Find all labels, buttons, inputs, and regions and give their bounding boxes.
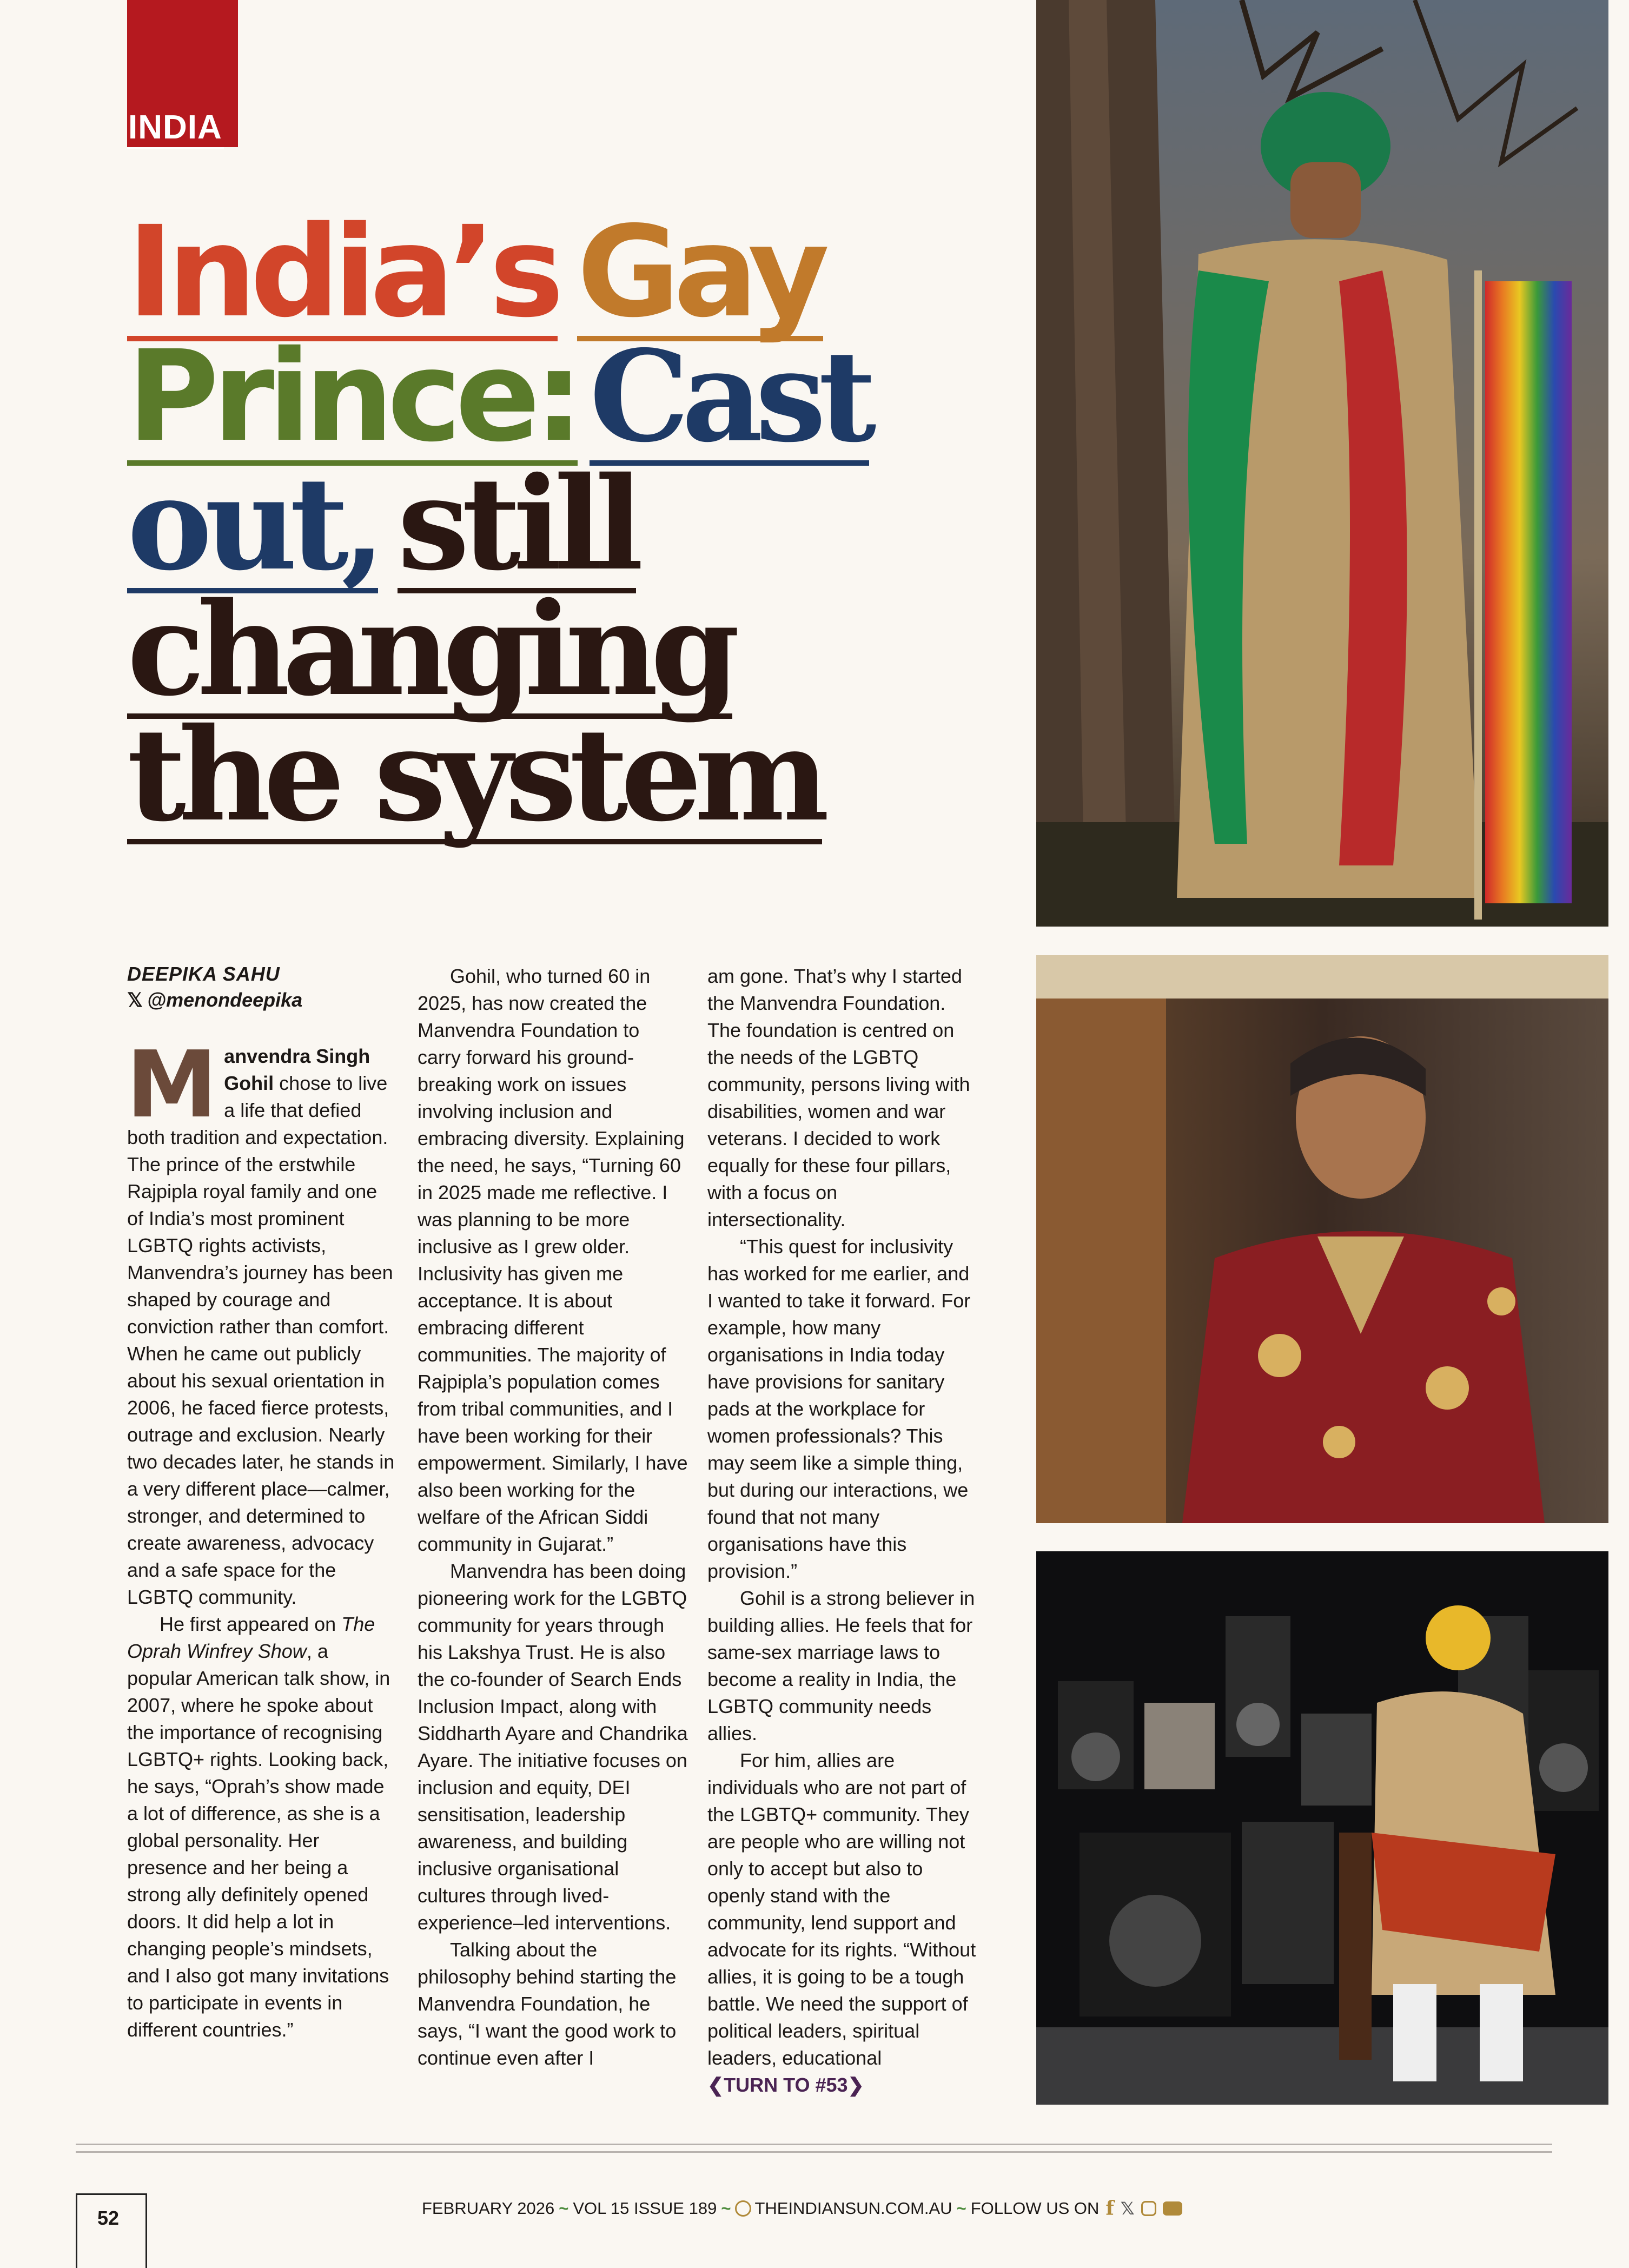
article-text: chose to live a life that defied both tradition and expectation. The prince of the erstwhile Rajpipla royal family and one of India’s most prominent LGBTQ rights activists, Manvendra’s journey has been shaped by courage and conviction rather than comfort. When he came out publicly about his sexual orientation in 2006, he faced fierce protests, outrage and exclusion. Nearly two decades later, he stands in a very different place—calmer, stronger, and determined to create awareness, advocacy and a safe space for the LGBTQ community. (127, 1072, 395, 1608)
photo-prince-red-sherwani (1036, 955, 1608, 1523)
author-handle[interactable] (127, 989, 302, 1011)
x-icon: 𝕏 (127, 989, 143, 1011)
article-paragraph: am gone. That’s why I started the Manvendra Foundation. The foundation is centred on the needs of the LGBTQ community, persons living with disabilities, women and war veterans. I decided to work equally for these four pillars, with a focus on intersectionality. (707, 965, 970, 1231)
article-paragraph: Manvendra has been doing pioneering work for the LGBTQ community for years through his Lakshya Trust. He is also the co-founder of Search Ends Inclusion Impact, along with Siddharth Ayare and Chandrika Ayare. The initiative focuses on inclusion and equity, DEI sensitisation, leadership awareness, and building inclusive organisational cultures through lived-experience–led interventions. (418, 1560, 688, 1934)
page-number-box (76, 2193, 147, 2268)
headline-word: Cast (589, 322, 869, 470)
follow-us-label: FOLLOW US ON (970, 2199, 1100, 2218)
website-link[interactable]: THEINDIANSUN.COM.AU (754, 2199, 952, 2218)
separator-icon: ~ (721, 2199, 731, 2218)
turn-to-page-link[interactable]: ❮TURN TO #53❯ (707, 2074, 864, 2096)
article-text: He first appeared on (160, 1613, 342, 1635)
article-text: , a popular American talk show, in 2007, where he spoke about the importance of recognising LGBTQ+ rights. Looking back, he says, “Oprah’s show made a lot of difference, as she is a global personality. Her presence and her being a strong ally definitely opened doors. It did help a lot in changing people’s mindsets, and I also got many invitations to participate in events in different countries.” (127, 1640, 390, 2041)
article-column-1 (126, 1031, 398, 2044)
headline-word: Gay (577, 199, 823, 345)
headline-line-4 (127, 574, 992, 724)
volume-issue: VOL 15 ISSUE 189 (573, 2199, 717, 2218)
article-column-2 (418, 963, 688, 2072)
article-text: For him, allies are individuals who are not part of the LGBTQ+ community. They are people who are willing not only to accept but also to openly stand with the community, lend support and advocate for its rights. “Without allies, it is going to be a tough battle. We need the support of political leaders, spiritual leaders, educational (707, 1749, 976, 2069)
show-title: The Oprah Winfrey Show (127, 1613, 375, 1662)
author-handle-text: @menondeepika (147, 989, 303, 1011)
headline-line-2 (127, 322, 992, 470)
youtube-icon[interactable] (1163, 2201, 1182, 2216)
article-paragraph (707, 1747, 978, 2099)
subject-name: anvendra Singh Gohil (224, 1045, 370, 1094)
article-paragraph: Gohil, who turned 60 in 2025, has now created the Manvendra Foundation to carry forward his ground-breaking work on issues involving inclusion and embracing diversity. Explaining the need, he says, “Turning 60 in 2025 made me reflective. I was planning to be more inclusive as I grew older. Inclusivity has given me acceptance. It is about embracing different communities. The majority of Rajpipla’s population comes from tribal communities, and I have been working for their empowerment. Similarly, I have also been working for the welfare of the African Siddi community in Gujarat.” (418, 965, 688, 1555)
globe-icon (735, 2200, 751, 2217)
article-paragraph (126, 1031, 398, 1611)
page-number: 52 (97, 2207, 120, 2229)
drop-cap: M (126, 1031, 218, 1139)
instagram-icon[interactable] (1141, 2201, 1156, 2216)
footer-rule (76, 2151, 1552, 2153)
headline-line-5 (127, 699, 992, 850)
issue-date: FEBRUARY 2026 (422, 2199, 555, 2218)
headline-word: changing (127, 574, 733, 724)
headline-word: Prince: (127, 323, 578, 470)
headline-word: out, (127, 448, 379, 599)
author-name: DEEPIKA SAHU (127, 963, 280, 985)
article-paragraph: Gohil is a strong believer in building allies. He feels that for same-sex marriage laws to become a reality in India, the LGBTQ community needs allies. (707, 1587, 975, 1744)
article-paragraph: “This quest for inclusivity has worked for me earlier, and I wanted to take it forward. For example, how many organisations in India today have provisions for sanitary pads at the workplace for women professionals? This may seem like a simple thing, but during our interactions, we found that not many organisations have this provision.” (707, 1235, 971, 1582)
article-paragraph: Talking about the philosophy behind starting the Manvendra Foundation, he says, “I want the good work to continue even after I (418, 1939, 677, 2069)
facebook-icon[interactable]: f (1105, 2197, 1114, 2220)
footer-rule (76, 2144, 1552, 2145)
headline-line-1 (127, 199, 992, 345)
section-label: INDIA (127, 108, 224, 149)
headline-line-3 (127, 448, 992, 599)
footer-bar (422, 2195, 1233, 2222)
photo-prince-seated-speakers (1036, 1551, 1608, 2105)
headline-word: still (398, 448, 637, 599)
headline-word: the system (127, 699, 822, 850)
separator-icon: ~ (956, 2199, 966, 2218)
headline (127, 199, 992, 850)
article-column-3 (707, 963, 978, 2099)
byline (127, 963, 302, 1011)
article-paragraph (127, 1611, 398, 2044)
headline-word: India’s (127, 199, 558, 345)
photo-prince-with-rainbow-flag (1036, 0, 1608, 927)
separator-icon: ~ (559, 2199, 569, 2218)
x-icon[interactable]: 𝕏 (1120, 2198, 1135, 2219)
